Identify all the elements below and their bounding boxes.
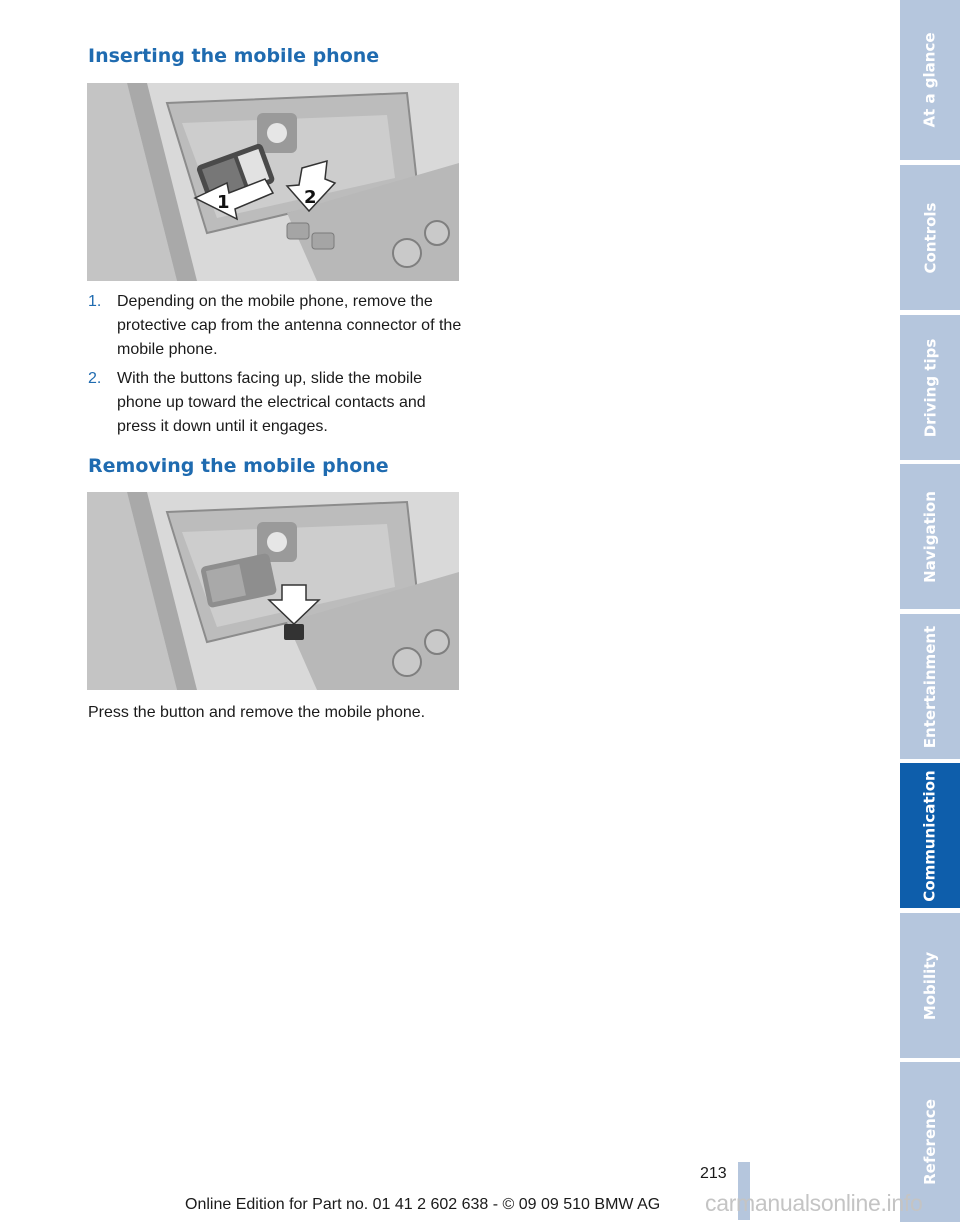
instruction-steps: [88, 290, 466, 444]
step-item: [88, 290, 466, 362]
tab-entertainment[interactable]: [900, 614, 960, 759]
tab-navigation[interactable]: [900, 464, 960, 609]
tab-driving-tips[interactable]: [900, 315, 960, 460]
tab-mobility[interactable]: [900, 913, 960, 1058]
tab-label: At a glance: [921, 32, 939, 128]
arrow-2-label: 2: [304, 187, 317, 208]
section-heading-insert: Inserting the mobile phone: [88, 45, 380, 67]
step-number: 1.: [88, 293, 102, 310]
tab-controls[interactable]: [900, 165, 960, 310]
tab-label: Controls: [921, 202, 939, 273]
figure-inserting-phone: [87, 83, 459, 281]
step-text: With the buttons facing up, slide the mobile phone up toward the electrical contacts and press it down until it engages.: [117, 370, 426, 435]
tab-label: Driving tips: [921, 338, 939, 437]
step-item: [88, 367, 466, 439]
removal-instruction: Press the button and remove the mobile phone.: [88, 704, 426, 721]
watermark: carmanualsonline.info: [705, 1190, 923, 1216]
footer-edition: Online Edition for Part no. 01 41 2 602 638 - © 09 09 510 BMW AG: [185, 1196, 661, 1213]
arrow-1-label: 1: [217, 192, 230, 213]
page-number: 213: [700, 1165, 727, 1182]
section-heading-remove: Removing the mobile phone: [88, 455, 389, 477]
step-text: Depending on the mobile phone, remove the protective cap from the antenna connector of the mobile phone.: [117, 293, 462, 358]
tab-label: Communication: [921, 769, 940, 902]
step-number: 2.: [88, 370, 102, 387]
chapter-tabs: [900, 0, 960, 1222]
tab-label: Entertainment: [921, 625, 939, 748]
tab-label: Navigation: [921, 490, 940, 583]
figure-removing-phone: [87, 492, 459, 690]
tab-communication[interactable]: [900, 763, 960, 908]
tab-at-a-glance[interactable]: [900, 0, 960, 160]
tab-label: Reference: [921, 1099, 939, 1185]
tab-label: Mobility: [921, 951, 939, 1020]
